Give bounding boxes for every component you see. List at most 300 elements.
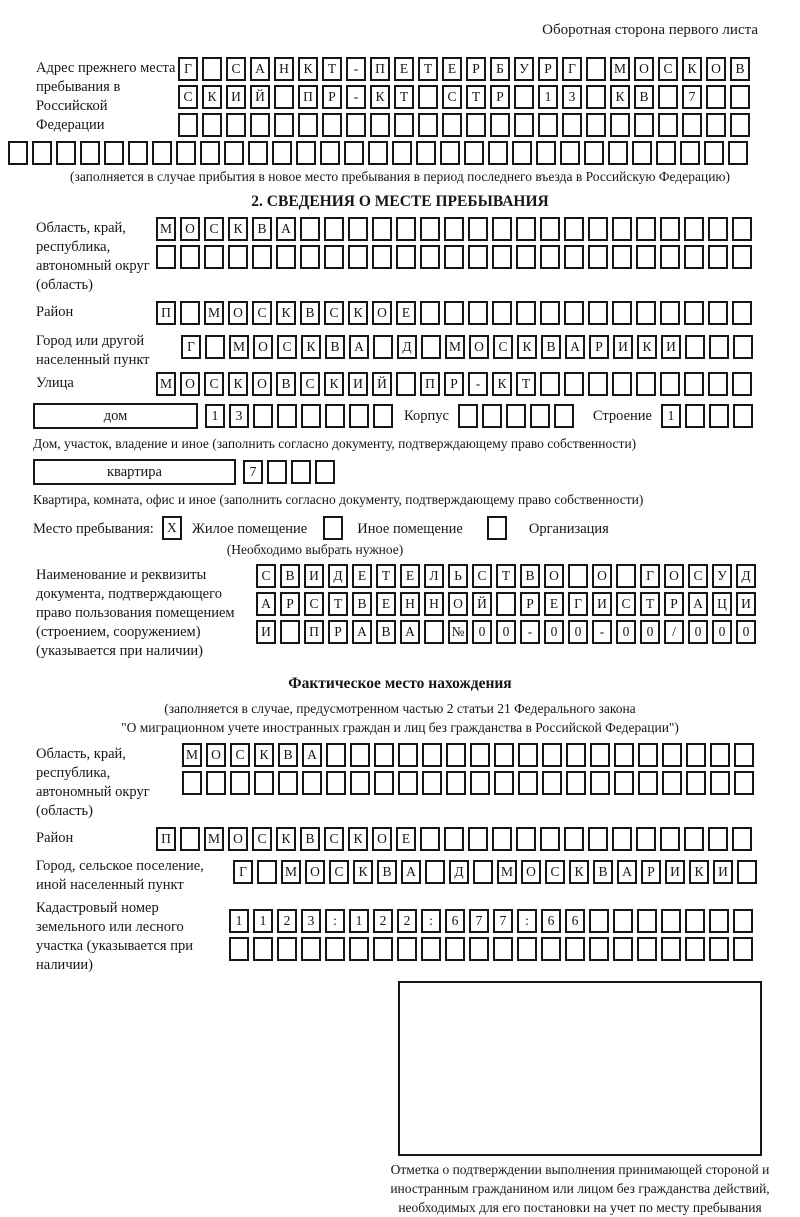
char-cell[interactable]: [200, 141, 220, 165]
char-cell[interactable]: [542, 743, 562, 767]
char-cell[interactable]: [422, 771, 442, 795]
char-cell[interactable]: В: [352, 592, 372, 616]
char-cell[interactable]: [732, 217, 752, 241]
char-cell[interactable]: [493, 937, 513, 961]
char-cell[interactable]: [686, 771, 706, 795]
char-cell[interactable]: А: [276, 217, 296, 241]
char-cell[interactable]: [496, 592, 516, 616]
char-cell[interactable]: [416, 141, 436, 165]
char-cell[interactable]: К: [517, 335, 537, 359]
char-cell[interactable]: С: [277, 335, 297, 359]
char-cell[interactable]: [325, 404, 345, 428]
char-cell[interactable]: [280, 620, 300, 644]
char-cell[interactable]: К: [610, 85, 630, 109]
char-cell[interactable]: [728, 141, 748, 165]
char-cell[interactable]: [398, 771, 418, 795]
char-cell[interactable]: 6: [565, 909, 585, 933]
char-cell[interactable]: [662, 743, 682, 767]
char-cell[interactable]: П: [370, 57, 390, 81]
char-cell[interactable]: О: [664, 564, 684, 588]
char-cell[interactable]: [612, 217, 632, 241]
char-cell[interactable]: Ц: [712, 592, 732, 616]
char-cell[interactable]: [396, 372, 416, 396]
char-cell[interactable]: [564, 217, 584, 241]
char-cell[interactable]: [708, 217, 728, 241]
char-cell[interactable]: В: [278, 743, 298, 767]
char-cell[interactable]: [324, 217, 344, 241]
char-cell[interactable]: 7: [243, 460, 263, 484]
char-cell[interactable]: С: [252, 301, 272, 325]
char-cell[interactable]: [590, 771, 610, 795]
char-cell[interactable]: С: [616, 592, 636, 616]
char-cell[interactable]: [202, 113, 222, 137]
char-cell[interactable]: И: [736, 592, 756, 616]
char-cell[interactable]: [542, 771, 562, 795]
char-cell[interactable]: [425, 860, 445, 884]
char-cell[interactable]: [468, 245, 488, 269]
char-cell[interactable]: Е: [544, 592, 564, 616]
char-cell[interactable]: В: [376, 620, 396, 644]
char-cell[interactable]: [636, 217, 656, 241]
char-cell[interactable]: К: [637, 335, 657, 359]
char-cell[interactable]: [610, 113, 630, 137]
char-cell[interactable]: 2: [277, 909, 297, 933]
char-cell[interactable]: К: [689, 860, 709, 884]
char-cell[interactable]: [514, 85, 534, 109]
char-cell[interactable]: [518, 743, 538, 767]
char-cell[interactable]: 6: [541, 909, 561, 933]
char-cell[interactable]: [661, 909, 681, 933]
char-cell[interactable]: П: [298, 85, 318, 109]
char-cell[interactable]: [397, 937, 417, 961]
char-cell[interactable]: [350, 771, 370, 795]
char-cell[interactable]: П: [420, 372, 440, 396]
char-cell[interactable]: 1: [661, 404, 681, 428]
char-cell[interactable]: В: [541, 335, 561, 359]
char-cell[interactable]: Й: [472, 592, 492, 616]
char-cell[interactable]: [733, 404, 753, 428]
char-cell[interactable]: В: [325, 335, 345, 359]
char-cell[interactable]: 1: [205, 404, 225, 428]
char-cell[interactable]: [254, 771, 274, 795]
char-cell[interactable]: [709, 909, 729, 933]
char-cell[interactable]: [374, 743, 394, 767]
char-cell[interactable]: 1: [538, 85, 558, 109]
char-cell[interactable]: А: [302, 743, 322, 767]
char-cell[interactable]: [540, 245, 560, 269]
char-cell[interactable]: [638, 743, 658, 767]
char-cell[interactable]: [348, 245, 368, 269]
char-cell[interactable]: [708, 245, 728, 269]
char-cell[interactable]: 7: [682, 85, 702, 109]
char-cell[interactable]: М: [229, 335, 249, 359]
char-cell[interactable]: С: [178, 85, 198, 109]
char-cell[interactable]: Р: [664, 592, 684, 616]
char-cell[interactable]: Р: [444, 372, 464, 396]
char-cell[interactable]: [444, 245, 464, 269]
char-cell[interactable]: [706, 113, 726, 137]
char-cell[interactable]: [226, 113, 246, 137]
char-cell[interactable]: [230, 771, 250, 795]
char-cell[interactable]: [257, 860, 277, 884]
char-cell[interactable]: [586, 57, 606, 81]
char-cell[interactable]: Г: [568, 592, 588, 616]
char-cell[interactable]: М: [497, 860, 517, 884]
char-cell[interactable]: [374, 771, 394, 795]
char-cell[interactable]: Р: [490, 85, 510, 109]
char-cell[interactable]: М: [156, 217, 176, 241]
char-cell[interactable]: [685, 937, 705, 961]
char-cell[interactable]: [660, 372, 680, 396]
char-cell[interactable]: [424, 620, 444, 644]
char-cell[interactable]: [418, 85, 438, 109]
char-cell[interactable]: [487, 516, 507, 540]
char-cell[interactable]: С: [256, 564, 276, 588]
char-cell[interactable]: С: [442, 85, 462, 109]
char-cell[interactable]: [373, 404, 393, 428]
char-cell[interactable]: [540, 827, 560, 851]
char-cell[interactable]: С: [230, 743, 250, 767]
char-cell[interactable]: А: [256, 592, 276, 616]
char-cell[interactable]: [156, 245, 176, 269]
char-cell[interactable]: [350, 743, 370, 767]
char-cell[interactable]: В: [300, 827, 320, 851]
char-cell[interactable]: [277, 937, 297, 961]
char-cell[interactable]: Р: [466, 57, 486, 81]
char-cell[interactable]: [398, 743, 418, 767]
char-cell[interactable]: [104, 141, 124, 165]
char-cell[interactable]: [372, 217, 392, 241]
char-cell[interactable]: [564, 301, 584, 325]
char-cell[interactable]: 7: [469, 909, 489, 933]
char-cell[interactable]: Н: [274, 57, 294, 81]
char-cell[interactable]: В: [520, 564, 540, 588]
char-cell[interactable]: [418, 113, 438, 137]
char-cell[interactable]: [737, 860, 757, 884]
char-cell[interactable]: О: [180, 217, 200, 241]
char-cell[interactable]: О: [228, 301, 248, 325]
char-cell[interactable]: 0: [472, 620, 492, 644]
char-cell[interactable]: [613, 909, 633, 933]
char-cell[interactable]: [492, 245, 512, 269]
char-cell[interactable]: О: [372, 301, 392, 325]
char-cell[interactable]: Р: [589, 335, 609, 359]
char-cell[interactable]: К: [301, 335, 321, 359]
char-cell[interactable]: [658, 113, 678, 137]
char-cell[interactable]: С: [324, 827, 344, 851]
char-cell[interactable]: [732, 372, 752, 396]
char-cell[interactable]: [349, 937, 369, 961]
char-cell[interactable]: К: [682, 57, 702, 81]
char-cell[interactable]: [274, 113, 294, 137]
char-cell[interactable]: [564, 827, 584, 851]
char-cell[interactable]: [732, 301, 752, 325]
char-cell[interactable]: [660, 301, 680, 325]
char-cell[interactable]: [685, 335, 705, 359]
char-cell[interactable]: [506, 404, 526, 428]
char-cell[interactable]: [733, 909, 753, 933]
char-cell[interactable]: Д: [736, 564, 756, 588]
char-cell[interactable]: Т: [376, 564, 396, 588]
char-cell[interactable]: М: [610, 57, 630, 81]
char-cell[interactable]: Р: [520, 592, 540, 616]
char-cell[interactable]: [276, 245, 296, 269]
char-cell[interactable]: О: [521, 860, 541, 884]
char-cell[interactable]: Г: [181, 335, 201, 359]
char-cell[interactable]: 7: [493, 909, 513, 933]
char-cell[interactable]: [392, 141, 412, 165]
char-cell[interactable]: [680, 141, 700, 165]
char-cell[interactable]: В: [377, 860, 397, 884]
char-cell[interactable]: [346, 113, 366, 137]
char-cell[interactable]: С: [204, 217, 224, 241]
char-cell[interactable]: К: [348, 301, 368, 325]
char-cell[interactable]: А: [401, 860, 421, 884]
char-cell[interactable]: П: [156, 301, 176, 325]
char-cell[interactable]: [464, 141, 484, 165]
char-cell[interactable]: 6: [445, 909, 465, 933]
char-cell[interactable]: [709, 404, 729, 428]
char-cell[interactable]: В: [280, 564, 300, 588]
char-cell[interactable]: И: [256, 620, 276, 644]
char-cell[interactable]: К: [348, 827, 368, 851]
char-cell[interactable]: К: [228, 217, 248, 241]
char-cell[interactable]: И: [613, 335, 633, 359]
char-cell[interactable]: К: [276, 301, 296, 325]
char-cell[interactable]: Н: [424, 592, 444, 616]
char-cell[interactable]: [492, 827, 512, 851]
char-cell[interactable]: А: [617, 860, 637, 884]
char-cell[interactable]: [661, 937, 681, 961]
char-cell[interactable]: [494, 771, 514, 795]
char-cell[interactable]: Г: [562, 57, 582, 81]
char-cell[interactable]: [206, 771, 226, 795]
char-cell[interactable]: В: [634, 85, 654, 109]
char-cell[interactable]: [152, 141, 172, 165]
char-cell[interactable]: [178, 113, 198, 137]
char-cell[interactable]: О: [706, 57, 726, 81]
char-cell[interactable]: [224, 141, 244, 165]
char-cell[interactable]: [325, 937, 345, 961]
char-cell[interactable]: [205, 335, 225, 359]
char-cell[interactable]: [660, 217, 680, 241]
char-cell[interactable]: В: [252, 217, 272, 241]
char-cell[interactable]: [588, 827, 608, 851]
char-cell[interactable]: [253, 404, 273, 428]
char-cell[interactable]: С: [226, 57, 246, 81]
char-cell[interactable]: /: [664, 620, 684, 644]
char-cell[interactable]: [421, 335, 441, 359]
char-cell[interactable]: [442, 113, 462, 137]
char-cell[interactable]: О: [253, 335, 273, 359]
char-cell[interactable]: [632, 141, 652, 165]
char-cell[interactable]: Г: [233, 860, 253, 884]
char-cell[interactable]: [444, 217, 464, 241]
char-cell[interactable]: [662, 771, 682, 795]
char-cell[interactable]: [446, 771, 466, 795]
char-cell[interactable]: У: [712, 564, 732, 588]
char-cell[interactable]: Д: [449, 860, 469, 884]
char-cell[interactable]: Т: [466, 85, 486, 109]
char-cell[interactable]: [684, 372, 704, 396]
char-cell[interactable]: [612, 827, 632, 851]
char-cell[interactable]: [420, 827, 440, 851]
char-cell[interactable]: [709, 335, 729, 359]
char-cell[interactable]: К: [353, 860, 373, 884]
char-cell[interactable]: С: [545, 860, 565, 884]
char-cell[interactable]: 0: [712, 620, 732, 644]
char-cell[interactable]: [540, 372, 560, 396]
char-cell[interactable]: [656, 141, 676, 165]
char-cell[interactable]: [492, 301, 512, 325]
char-cell[interactable]: [684, 301, 704, 325]
char-cell[interactable]: Т: [394, 85, 414, 109]
char-cell[interactable]: В: [300, 301, 320, 325]
char-cell[interactable]: [421, 937, 441, 961]
char-cell[interactable]: [516, 301, 536, 325]
char-cell[interactable]: [326, 743, 346, 767]
char-cell[interactable]: [530, 404, 550, 428]
char-cell[interactable]: О: [180, 372, 200, 396]
char-cell[interactable]: [612, 245, 632, 269]
char-cell[interactable]: [613, 937, 633, 961]
char-cell[interactable]: О: [252, 372, 272, 396]
char-cell[interactable]: [302, 771, 322, 795]
char-cell[interactable]: [588, 301, 608, 325]
char-cell[interactable]: [540, 301, 560, 325]
char-cell[interactable]: [80, 141, 100, 165]
char-cell[interactable]: Г: [178, 57, 198, 81]
char-cell[interactable]: К: [298, 57, 318, 81]
char-cell[interactable]: [538, 113, 558, 137]
char-cell[interactable]: О: [469, 335, 489, 359]
char-cell[interactable]: [32, 141, 52, 165]
char-cell[interactable]: [446, 743, 466, 767]
char-cell[interactable]: 0: [688, 620, 708, 644]
char-cell[interactable]: [685, 909, 705, 933]
char-cell[interactable]: О: [305, 860, 325, 884]
char-cell[interactable]: [458, 404, 478, 428]
char-cell[interactable]: [637, 909, 657, 933]
char-cell[interactable]: [710, 743, 730, 767]
char-cell[interactable]: Б: [490, 57, 510, 81]
char-cell[interactable]: А: [352, 620, 372, 644]
char-cell[interactable]: [56, 141, 76, 165]
char-cell[interactable]: Т: [640, 592, 660, 616]
char-cell[interactable]: [468, 827, 488, 851]
char-cell[interactable]: С: [300, 372, 320, 396]
char-cell[interactable]: [734, 771, 754, 795]
char-cell[interactable]: И: [713, 860, 733, 884]
char-cell[interactable]: [708, 827, 728, 851]
char-cell[interactable]: [272, 141, 292, 165]
char-cell[interactable]: К: [202, 85, 222, 109]
char-cell[interactable]: [322, 113, 342, 137]
char-cell[interactable]: [394, 113, 414, 137]
char-cell[interactable]: X: [162, 516, 182, 540]
char-cell[interactable]: :: [421, 909, 441, 933]
char-cell[interactable]: [614, 771, 634, 795]
char-cell[interactable]: [180, 301, 200, 325]
char-cell[interactable]: [470, 771, 490, 795]
char-cell[interactable]: [536, 141, 556, 165]
char-cell[interactable]: [564, 372, 584, 396]
char-cell[interactable]: [608, 141, 628, 165]
char-cell[interactable]: [277, 404, 297, 428]
char-cell[interactable]: С: [204, 372, 224, 396]
char-cell[interactable]: [685, 404, 705, 428]
char-cell[interactable]: [396, 217, 416, 241]
char-cell[interactable]: [734, 743, 754, 767]
char-cell[interactable]: И: [226, 85, 246, 109]
char-cell[interactable]: [518, 771, 538, 795]
char-cell[interactable]: И: [592, 592, 612, 616]
char-cell[interactable]: М: [204, 827, 224, 851]
char-cell[interactable]: [278, 771, 298, 795]
char-cell[interactable]: [370, 113, 390, 137]
char-cell[interactable]: [202, 57, 222, 81]
char-cell[interactable]: С: [493, 335, 513, 359]
char-cell[interactable]: [586, 85, 606, 109]
char-cell[interactable]: [636, 827, 656, 851]
char-cell[interactable]: О: [448, 592, 468, 616]
char-cell[interactable]: [445, 937, 465, 961]
char-cell[interactable]: -: [520, 620, 540, 644]
char-cell[interactable]: С: [252, 827, 272, 851]
char-cell[interactable]: 1: [349, 909, 369, 933]
char-cell[interactable]: [301, 404, 321, 428]
char-cell[interactable]: -: [592, 620, 612, 644]
char-cell[interactable]: Е: [394, 57, 414, 81]
char-cell[interactable]: Е: [396, 827, 416, 851]
char-cell[interactable]: [8, 141, 28, 165]
char-cell[interactable]: И: [661, 335, 681, 359]
char-cell[interactable]: [373, 335, 393, 359]
char-cell[interactable]: [482, 404, 502, 428]
char-cell[interactable]: В: [276, 372, 296, 396]
char-cell[interactable]: Т: [328, 592, 348, 616]
char-cell[interactable]: 0: [736, 620, 756, 644]
char-cell[interactable]: [566, 771, 586, 795]
char-cell[interactable]: С: [688, 564, 708, 588]
char-cell[interactable]: 1: [229, 909, 249, 933]
char-cell[interactable]: [568, 564, 588, 588]
char-cell[interactable]: [320, 141, 340, 165]
char-cell[interactable]: [708, 372, 728, 396]
char-cell[interactable]: Е: [400, 564, 420, 588]
char-cell[interactable]: [554, 404, 574, 428]
char-cell[interactable]: М: [281, 860, 301, 884]
char-cell[interactable]: [248, 141, 268, 165]
char-cell[interactable]: Ь: [448, 564, 468, 588]
char-cell[interactable]: С: [324, 301, 344, 325]
char-cell[interactable]: П: [156, 827, 176, 851]
char-cell[interactable]: О: [228, 827, 248, 851]
char-cell[interactable]: [349, 404, 369, 428]
char-cell[interactable]: Е: [442, 57, 462, 81]
char-cell[interactable]: [730, 113, 750, 137]
char-cell[interactable]: А: [250, 57, 270, 81]
char-cell[interactable]: [204, 245, 224, 269]
char-cell[interactable]: С: [329, 860, 349, 884]
char-cell[interactable]: [517, 937, 537, 961]
char-cell[interactable]: [612, 301, 632, 325]
char-cell[interactable]: [296, 141, 316, 165]
char-cell[interactable]: [612, 372, 632, 396]
char-cell[interactable]: [588, 245, 608, 269]
char-cell[interactable]: [733, 937, 753, 961]
char-cell[interactable]: [468, 217, 488, 241]
